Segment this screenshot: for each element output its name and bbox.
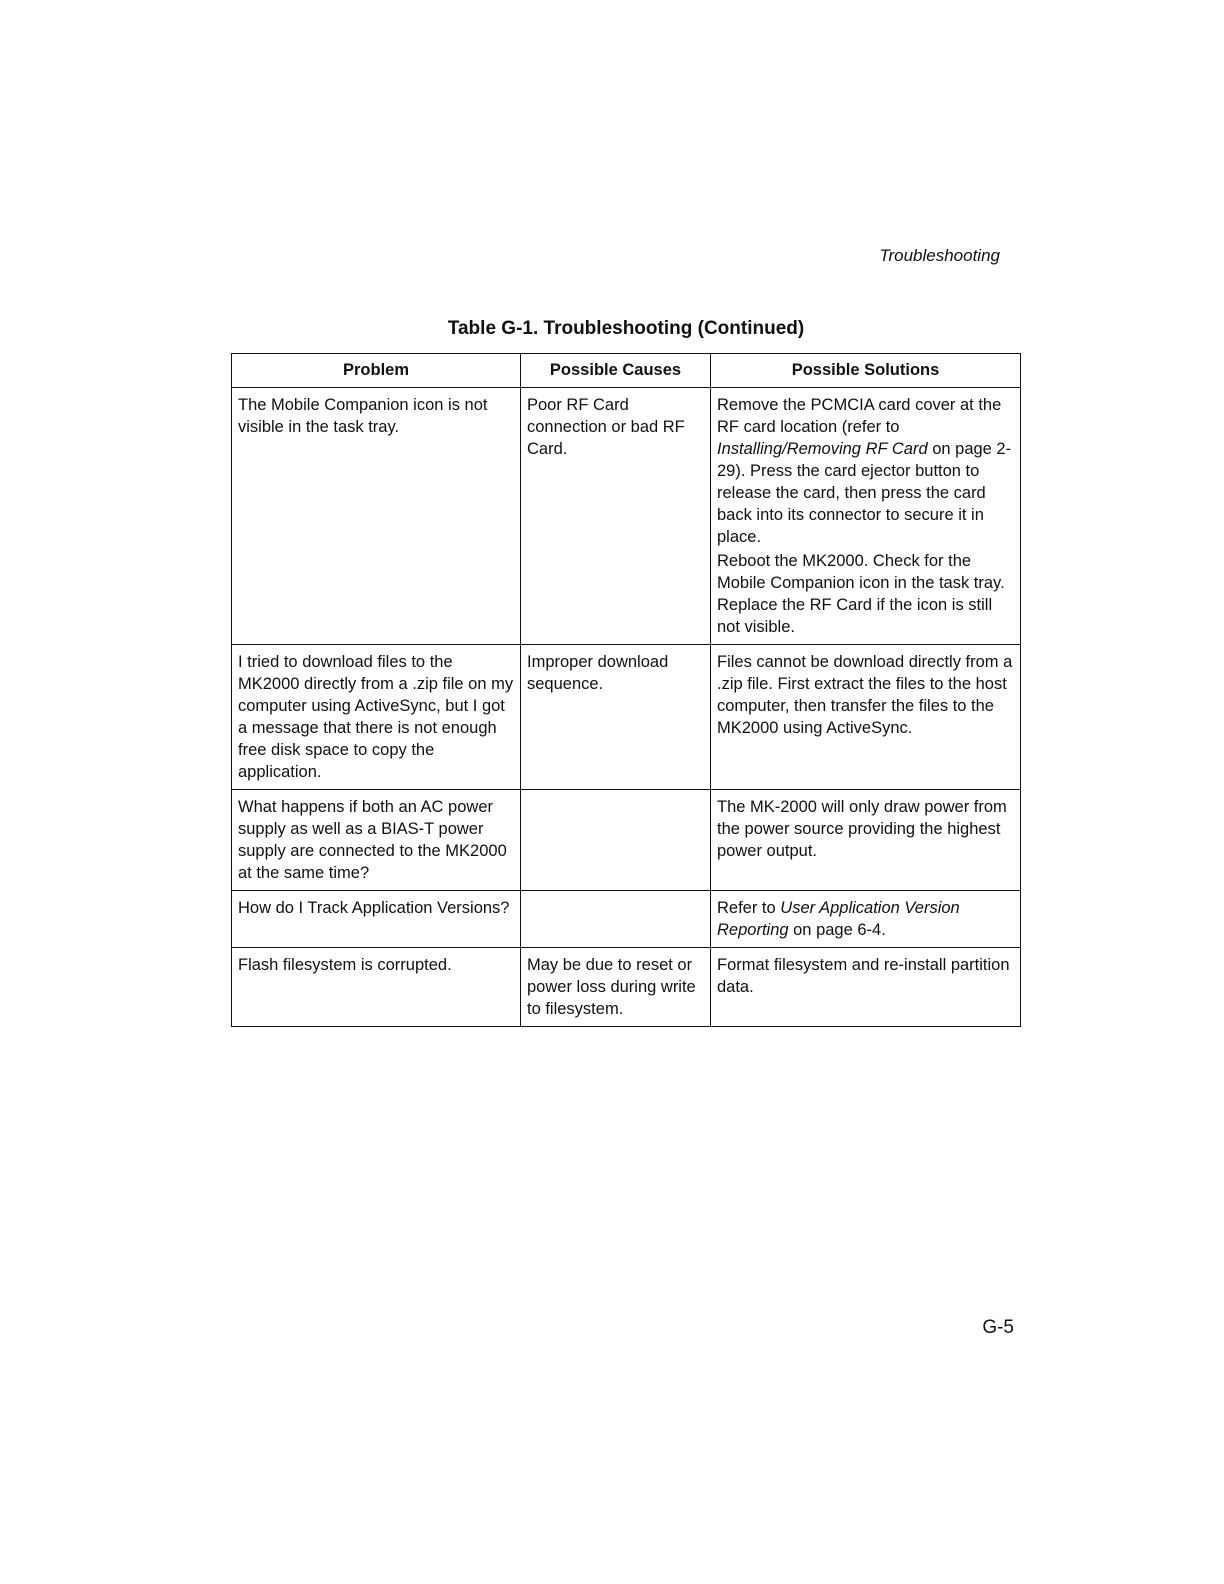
table-row xyxy=(232,790,1021,891)
column-header-solutions: Possible Solutions xyxy=(711,354,1021,388)
solutions-cell xyxy=(711,891,1021,948)
solution-paragraph: Reboot the MK2000. Check for the Mobile Companion icon in the task tray. Replace the RF Card if the icon is still not visible. xyxy=(717,552,1005,636)
solution-text: Remove the PCMCIA card cover at the RF card location (refer to xyxy=(717,396,1002,436)
causes-cell xyxy=(521,790,711,891)
solution-text: Refer to xyxy=(717,899,781,917)
problem-cell: The Mobile Companion icon is not visible in the task tray. xyxy=(232,388,521,645)
causes-cell: Poor RF Card connection or bad RF Card. xyxy=(521,388,711,645)
causes-cell: May be due to reset or power loss during write to filesystem. xyxy=(521,948,711,1027)
running-header: Troubleshooting xyxy=(879,246,1000,265)
solutions-cell: The MK-2000 will only draw power from the power source providing the highest power output. xyxy=(711,790,1021,891)
solutions-cell xyxy=(711,388,1021,645)
causes-cell xyxy=(521,891,711,948)
problem-cell: Flash filesystem is corrupted. xyxy=(232,948,521,1027)
column-header-problem: Problem xyxy=(232,354,521,388)
table-row xyxy=(232,645,1021,790)
table-row xyxy=(232,388,1021,645)
problem-cell: I tried to download files to the MK2000 directly from a .zip file on my computer using ActiveSync, but I got a message that there is not enough free disk space to copy the application. xyxy=(232,645,521,790)
troubleshooting-table xyxy=(231,353,1021,1027)
solutions-cell: Format filesystem and re-install partition data. xyxy=(711,948,1021,1027)
column-header-causes: Possible Causes xyxy=(521,354,711,388)
solution-text: on page 2-29). Press the card ejector button to release the card, then press the card back into its connector to secure it in place. xyxy=(717,440,1012,546)
page-number: G-5 xyxy=(982,1317,1014,1338)
table-header-row xyxy=(232,354,1021,388)
table-row xyxy=(232,948,1021,1027)
section-reference: User Application Version Reporting xyxy=(717,899,960,939)
table-title: Table G-1. Troubleshooting (Continued) xyxy=(447,318,805,339)
solutions-cell: Files cannot be download directly from a .zip file. First extract the files to the host computer, then transfer the files to the MK2000 using ActiveSync. xyxy=(711,645,1021,790)
solution-paragraph xyxy=(717,394,1014,548)
section-reference: Installing/Removing RF Card xyxy=(717,440,928,458)
problem-cell: How do I Track Application Versions? xyxy=(232,891,521,948)
problem-cell: What happens if both an AC power supply as well as a BIAS-T power supply are connected to the MK2000 at the same time? xyxy=(232,790,521,891)
solution-text: on page 6-4. xyxy=(788,921,886,939)
table-row xyxy=(232,891,1021,948)
causes-cell: Improper download sequence. xyxy=(521,645,711,790)
